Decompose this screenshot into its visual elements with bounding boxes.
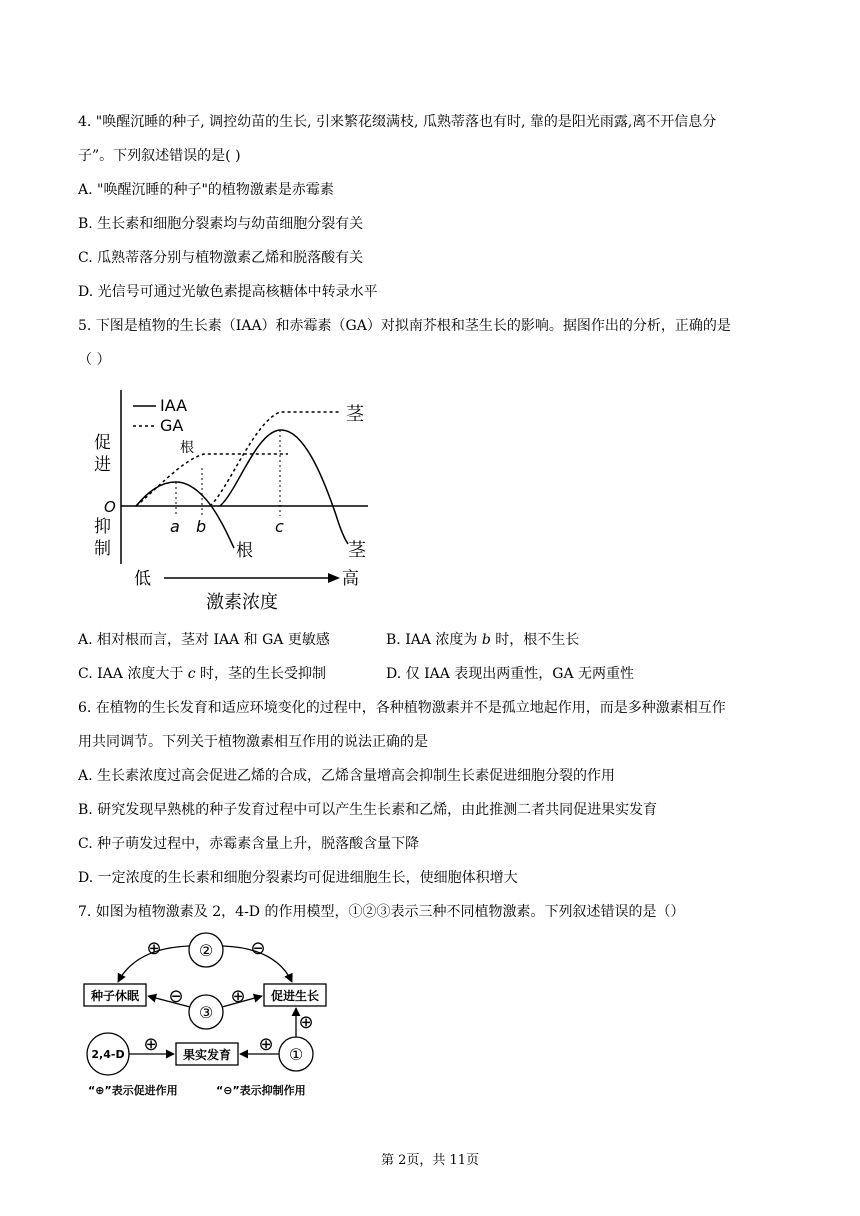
y-label-inhibit-2: 制 [94,539,111,559]
stem-label-upper: 茎 [346,404,364,425]
sign-plus-24d-fruit: ⊕ [143,1034,159,1055]
q5-option-a: A. 相对根而言，茎对 IAA 和 GA 更敏感 [78,632,330,648]
q5-option-c: C. IAA 浓度大于 c 时，茎的生长受抑制 [78,666,327,682]
x-label-low: 低 [134,569,151,589]
q6-option-c: C. 种子萌发过程中，赤霉素含量上升，脱落酸含量下降 [78,836,420,852]
box-promote-growth: 促进生长 [270,989,320,1003]
node-2: ② [198,941,214,960]
y-label-promote-1: 促 [94,433,111,453]
legend-iaa: IAA [160,396,188,415]
y-label-promote-2: 进 [94,455,111,475]
q4-option-c: C. 瓜熟蒂落分别与植物激素乙烯和脱落酸有关 [78,250,364,266]
sign-plus-2-dormancy: ⊕ [146,938,162,959]
page-footer: 第 2页，共 11页 [380,1153,480,1168]
q5-stem-line1: 5. 下图是植物的生长素（IAA）和赤霉素（GA）对拟南芥根和茎生长的影响。据图作出的分析，正确的是 [78,318,731,334]
sign-minus-2-growth: ⊖ [250,938,266,959]
q5-option-d: D. 仅 IAA 表现出两重性，GA 无两重性 [386,666,635,682]
q6-option-d: D. 一定浓度的生长素和细胞分裂素均可促进细胞生长，使细胞体积增大 [78,870,518,886]
q7-stem: 7. 如图为植物激素及 2，4-D 的作用模型，①②③表示三种不同植物激素。下列叙述错误的是（） [78,904,685,920]
q7-hormone-model-diagram [78,928,348,1100]
q5-stem-line2: （ ） [78,352,111,368]
q4-option-d: D. 光信号可通过光敏色素提高核糖体中转录水平 [78,284,378,300]
y-label-inhibit-1: 抑 [94,517,111,537]
sign-plus-3-growth: ⊕ [230,986,246,1007]
q6-option-a: A. 生长素浓度过高会促进乙烯的合成，乙烯含量增高会抑制生长素促进细胞分裂的作用 [78,768,616,784]
box-seed-dormancy: 种子休眠 [90,989,140,1003]
q4-option-b: B. 生长素和细胞分裂素均与幼苗细胞分裂有关 [78,216,364,232]
legend-ga: GA [160,416,184,435]
q5-option-b: B. IAA 浓度为 b 时，根不生长 [386,632,580,648]
q6-stem-line2: 用共同调节。下列关于植物激素相互作用的说法正确的是 [78,734,428,750]
q4-stem-line2: 子”。下列叙述错误的是( ) [78,148,241,164]
node-3: ③ [198,1003,214,1022]
legend-inhibit: “⊖”表示抑制作用 [216,1084,306,1097]
x-label-high: 高 [342,569,359,589]
root-label-lower: 根 [236,541,253,561]
sign-minus-3-dormancy: ⊖ [168,986,184,1007]
tick-a: a [170,517,180,536]
q4-stem-line1: 4. "唤醒沉睡的种子, 调控幼苗的生长, 引来繁花缀满枝, 瓜熟蒂落也有时, 靠的是阳光雨露,离不开信息分 [78,114,717,130]
tick-b: b [196,517,207,536]
q6-stem-line1: 6. 在植物的生长发育和适应环境变化的过程中，各种植物激素并不是孤立地起作用，而是多种激素相互作 [78,700,726,716]
sign-plus-1-fruit: ⊕ [258,1034,274,1055]
tick-c: c [275,517,284,536]
stem-label-lower: 茎 [348,540,366,561]
root-label-upper: 根 [180,440,194,456]
x-axis-title: 激素浓度 [206,592,278,613]
node-2-4-d: 2,4-D [91,1048,125,1061]
q5-hormone-concentration-graph [78,380,378,616]
node-1: ① [288,1045,304,1064]
box-fruit-development: 果实发育 [182,1048,232,1062]
q6-option-b: B. 研究发现早熟桃的种子发育过程中可以产生生长素和乙烯，由此推测二者共同促进果实发育 [78,802,658,818]
legend-promote: “⊕”表示促进作用 [88,1084,178,1097]
q4-option-a: A. "唤醒沉睡的种子"的植物激素是赤霉素 [78,182,334,198]
sign-plus-1-growth: ⊕ [298,1012,314,1033]
origin-label: O [104,498,116,516]
